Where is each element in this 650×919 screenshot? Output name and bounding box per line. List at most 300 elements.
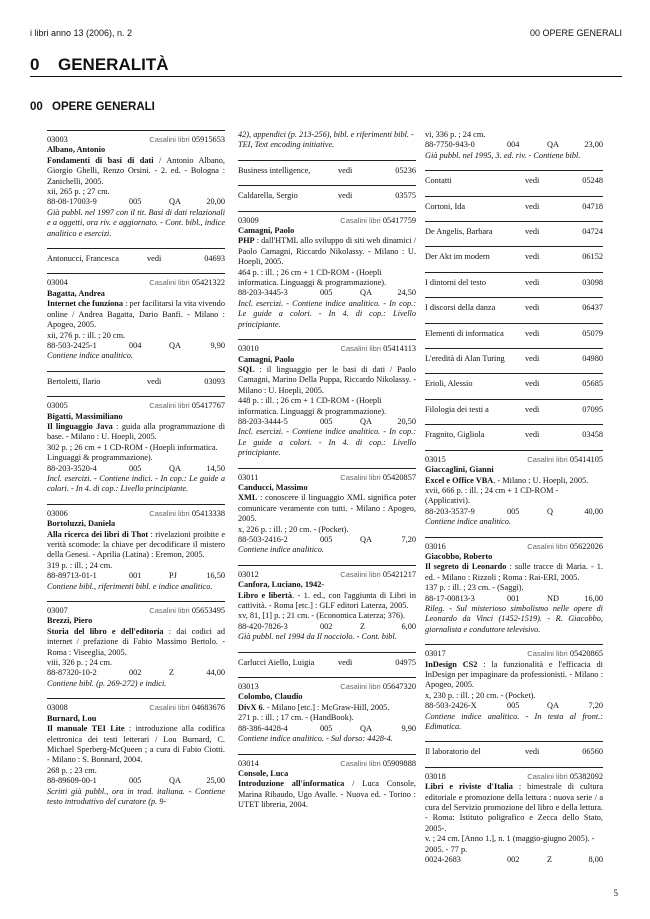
entry-title-rest: : guida alla programmazione di base. - Milano : U. Hoepli, 2005. [47,421,225,442]
entry-physical: 268 p. ; 23 cm. [47,765,97,775]
casalini-ref [149,278,225,288]
cross-reference [425,424,603,446]
entry-title-main: Il linguaggio Java [47,421,113,431]
section-rule [30,76,622,77]
dewey: 005 [320,535,333,544]
continued-text: vi, 336 p. ; 24 cm. [425,130,486,139]
bibliographic-entry [47,601,225,689]
column-2 [238,130,416,820]
casalini-label: Casalini libri [149,703,190,713]
entry-title [47,530,225,561]
entry-physical: xii, 265 p. ; 27 cm. [47,187,110,197]
casalini-number: 05421217 [382,569,416,579]
dewey: 002 [129,668,142,678]
casalini-number: 05622026 [569,541,603,551]
entry-note: Contiene indice analitico. [238,545,324,555]
entry-physical: x, 230 p. : ill. ; 20 cm. - (Pocket). [425,690,536,700]
entry-isbn-line [47,776,225,786]
price: 40,00 [584,506,603,516]
casalini-number: 05420857 [382,472,416,482]
dewey: 001 [129,571,142,581]
column-3 [425,130,603,875]
cross-reference [47,371,225,393]
isbn: 88-203-3444-5 [238,416,288,426]
entry-physical: 302 p. ; 26 cm + 1 CD-ROM - (Hoepli informatica. Linguaggi & programmazione). [47,442,218,463]
price: 8,00 [588,855,603,865]
casalini-number: 05421322 [191,278,225,288]
bibliographic-entry [47,396,225,495]
xref-code: 06437 [582,303,603,313]
class: QA [360,535,372,544]
entry-note: Contiene indice analitico. [47,351,133,361]
isbn: 88-420-7826-3 [238,621,288,631]
dewey: 005 [129,463,142,473]
subsection-heading [30,101,155,113]
entry-title-rest: : sulle tracce di Maria. - 1. ed. - Milano : Rizzoli ; Roma : Rai-ERI, 2005. [425,562,603,582]
dewey: 005 [129,776,142,786]
casalini-ref [149,606,225,616]
bibliographic-entry [47,273,225,361]
price: 20,50 [397,416,416,426]
class: QA [169,340,181,350]
class: Q [547,506,553,516]
entry-title [47,299,225,330]
section-title: GENERALITÀ [58,55,169,74]
xref-name: I dintorni del testo [425,277,487,287]
subsection-title: OPERE GENERALI [52,101,155,113]
entry-title-rest: . - 1. ed., con l'aggiunta di Libri in cattività. - Roma [etc.] : GLF editori Laterza, 2005. [238,590,416,611]
dewey: 004 [507,140,520,150]
class: Z [360,621,366,631]
entry-title-rest: : dall'HTML allo sviluppo di siti web dinamici / Paolo Camagni, Riccardo Nikolassy. - Milano : U. Hoepli, 2005. [238,236,416,267]
dewey: 005 [320,288,333,298]
entry-isbn-line [238,417,416,427]
bibliographic-entry [238,565,416,643]
cross-reference [425,246,603,268]
entry-title-rest: : rivelazioni proibite e verità scomode: la chiave per decodificare il mistero della Genesi. - Aprilia (Latina) : Eremon, 2005. [47,529,225,560]
casalini-label: Casalini libri [527,541,568,551]
entry-isbn-line [47,464,225,474]
entry-title [425,562,603,583]
isbn: 88-503-2416-2 [238,535,288,544]
entry-physical: 319 p. : ill. ; 24 cm. [47,560,113,570]
xref-code: 04693 [204,254,225,264]
casalini-ref [340,216,416,226]
entry-isbn-line [425,140,603,150]
entry-title-rest: : conoscere il linguaggio XML significa poter comunicare veramente con tutti. - Milano : Apogeo, 2005. [238,493,416,524]
entry-physical: xvii, 666 p. : ill. ; 24 cm + 1 CD-ROM - (Applicativi). [425,485,559,506]
entry-title-main: Excel e Office VBA [425,475,494,485]
price: 9,90 [401,723,416,733]
entry-title-rest: : dai codici ad internet / prefazione di Fabio Massimo Bertolo. - Roma : Viseeglia, 2005. [47,626,226,657]
xref-name: Der Akt im modern [425,252,490,262]
price: 9,90 [210,340,225,350]
entry-header [47,278,225,288]
isbn: 0024-2683 [425,855,461,865]
casalini-number: 05420865 [569,649,603,659]
class: QA [360,723,372,733]
cross-reference [425,323,603,345]
isbn: 88-203-3445-3 [238,288,288,298]
cross-reference [238,185,416,207]
page-number: 5 [613,888,618,898]
entry-code: 03017 [425,649,446,659]
bibliographic-entry [425,537,603,636]
class: QA [169,463,181,473]
casalini-label: Casalini libri [149,135,190,144]
casalini-number: 05647320 [382,682,416,692]
dewey: 004 [129,340,142,350]
xref-name: I discorsi della danza [425,303,496,313]
entry-title [238,703,416,713]
cross-reference [425,170,603,192]
entry-title-rest: : bimestrale di cultura editoriale e promozione della lettura : nuova serie / a cura del Servizio promozione del libro e della lettura. - Roma: Istituto poligrafico e Zecca dello Stato, 2005-. [425,782,604,833]
continued-text: Già pubbl. nel 1995, 3. ed. riv. - Contiene bibl. [425,150,581,160]
entry-isbn-line [425,855,603,865]
xref-code: 07095 [582,404,603,414]
casalini-ref [527,455,603,465]
price: 16,50 [206,571,225,581]
entry-title-main: Internet che funziona [47,299,124,309]
entry-title-rest: : il linguaggio per le basi di dati / Paolo Camagni, Marino Della Puppa, Riccardo Nikolassy. - Milano : U. Hoepli, 2005. [238,364,416,395]
casalini-number: 05414113 [383,344,416,354]
entry-header [238,759,416,769]
entry-title [238,591,416,612]
entry-title-main: Alla ricerca dei libri di Thot [47,529,149,539]
dewey: 005 [507,701,520,711]
xref-name: L'eredità di Alan Turing [425,354,505,364]
casalini-ref [340,570,416,580]
xref-name: Elementi di informatica [425,328,504,338]
price: 6,00 [401,621,416,631]
casalini-label: Casalini libri [527,649,568,659]
xref-code: 03093 [204,376,225,386]
bibliographic-entry [238,468,416,556]
section-number: 0 [30,55,40,74]
continued-text: 42), appendici (p. 213-256), bibl. e riferimenti bibl. - TEI, Text encoding initiative. [238,130,414,150]
xref-code: 04718 [582,201,603,211]
class: QA [169,197,181,207]
isbn: 88-503-2426-X [425,701,477,711]
entry-note: Contiene bibl., riferimenti bibl. e indice analitico. [47,581,213,591]
entry-note: Contiene indice analitico. - In testa al front.: Edimatica. [425,711,603,732]
entry-isbn-line [47,341,225,351]
xref-name: Antonucci, Francesca [47,254,119,264]
casalini-ref [527,772,603,782]
casalini-label: Casalini libri [340,215,381,225]
entry-isbn-line [47,197,225,207]
entry-note: Incl. esercizi. - Contiene indice analitico. - In cop.: Le guide a colori. - In 4. di cop.: Livello principiante. [238,427,416,458]
entry-author: Camagni, Paolo [238,226,295,236]
isbn: 88-203-3520-4 [47,463,97,473]
xref-code: 04980 [582,354,603,364]
xref-see: vedi [338,191,353,201]
entry-author: Giaccaglini, Gianni [425,465,494,475]
price: 7,20 [588,701,603,711]
entry-physical: v. ; 24 cm. [Anno 1.], n. 1 (maggio-giugno 2005). - 2005. - 77 p. [425,834,595,854]
entry-physical: x, 226 p. : ill. ; 20 cm. - (Pocket). [238,524,349,534]
xref-code: 03098 [582,277,603,287]
entry-title-rest: / Luca Console, Marina Ribaudo, Ugo Avalle. - Nuova ed. - Torino : UTET libreria, 2004. [238,779,416,810]
xref-code: 05236 [395,165,416,175]
class: PJ [169,571,177,581]
xref-see: vedi [338,165,353,175]
xref-name: Erioli, Alessio [425,379,473,389]
casalini-label: Casalini libri [340,472,381,482]
casalini-label: Casalini libri [527,454,568,464]
class: QA [547,140,559,150]
xref-name: Contatti [425,176,452,186]
entry-physical: 137 p. : ill. ; 23 cm. - (Saggi). [425,583,524,593]
xref-name: Filologia dei testi a [425,404,489,414]
casalini-number: 05653495 [191,606,225,616]
xref-code: 05248 [582,176,603,186]
casalini-ref [149,401,225,411]
entry-title-main: Fondamenti di basi di dati [47,155,154,165]
entry-author: Console, Luca [238,768,289,778]
isbn: 88-89713-01-1 [47,571,97,581]
class: Z [169,668,175,678]
casalini-number: 05909888 [382,758,416,768]
xref-code: 05685 [582,379,603,389]
entry-title-rest: : introduzione alla codifica elettronica dei testi letterari / Lou Burnard, C. Michael Sperberg-McQueen ; a cura di Fabio Ciotti. - Milano : S. Bonnard, 2004. [47,724,225,765]
entry-note: Rileg. - Sul misterioso simbolismo nelle opere di Leonardo da Vinci (1452-1519). - R. Giacobbo, giornalista e conduttore televisivo. [425,603,603,634]
entry-physical: viii, 326 p. ; 24 cm. [47,658,112,668]
entry-isbn-line [47,668,225,678]
xref-see: vedi [525,430,540,440]
casalini-label: Casalini libri [149,278,190,288]
entry-header [425,455,603,465]
entry-title-rest: / Antonio Albano, Giorgio Ghelli, Renzo Orsini. - 2. ed. - Bologna : Zanichelli, 2005. [47,155,225,186]
xref-see: vedi [525,252,540,262]
entry-note: Incl. esercizi. - Contiene indici. - In cop.: Le guide a colori. - In 4. di cop.: Livello principiante. [47,473,225,494]
xref-see: vedi [147,376,162,386]
entry-title-main: Introduzione all'informatica [238,779,345,789]
entry-title [425,476,603,486]
entry-title [47,156,225,187]
casalini-ref [340,759,416,769]
xref-name: Il laboratorio del [425,747,481,757]
entry-code: 03013 [238,682,259,692]
cross-reference [425,221,603,243]
entry-header [238,682,416,692]
xref-name: Fragnito, Gigliola [425,430,485,440]
xref-see: vedi [525,354,540,364]
casalini-ref [527,649,603,659]
entry-code: 03018 [425,771,446,781]
bibliographic-entry [238,677,416,744]
entry-title-main: Libro e libertà [238,590,293,600]
isbn: 88-87320-10-2 [47,668,97,678]
casalini-label: Casalini libri [340,682,381,692]
isbn: 88-89609-00-1 [47,776,97,786]
entry-header [425,542,603,552]
entry-title-main: Storia del libro e dell'editoria [47,626,164,636]
casalini-ref [149,135,225,145]
cross-reference [425,348,603,370]
entry-note: Scritti già pubbl., ora in trad. italiana. - Contiene testo introduttivo del curatore (p. 9- [47,786,225,806]
entry-title-main: Libri e riviste d'Italia [425,782,513,792]
entry-header [238,344,416,354]
xref-name: Carlucci Aiello, Luigia [238,657,315,667]
entry-isbn-line [238,622,416,632]
class: ND [547,593,559,603]
dewey: 002 [320,621,333,631]
entry-note: Già pubbl. nel 1994 da Il nocciolo. - Cont. bibl. [238,632,397,642]
xref-see: vedi [525,404,540,414]
entry-code: 03009 [238,215,259,225]
entry-code: 03004 [47,278,68,288]
xref-see: vedi [147,254,162,264]
entry-title-rest: . - Milano : U. Hoepli, 2005. [493,475,589,485]
entry-header [425,649,603,659]
entry-title [238,365,416,396]
column-1 [47,130,225,816]
entry-title-rest: . - Milano [etc.] : McGraw-Hill, 2005. [262,702,390,712]
entry-physical: 271 p. : ill. ; 17 cm. - (HandBook). [238,713,354,723]
cross-reference [47,248,225,270]
xref-see: vedi [525,303,540,313]
xref-name: Cortoni, Ida [425,201,466,211]
isbn: 88-503-2425-1 [47,340,97,350]
entry-code: 03015 [425,454,446,464]
cross-reference [238,160,416,182]
entry-isbn-line [425,594,603,604]
entry-author: Giacobbo, Roberto [425,551,493,561]
running-header-left: i libri anno 13 (2006), n. 2 [30,28,133,38]
entry-header [47,606,225,616]
xref-name: Caldarella, Sergio [238,191,298,201]
bibliographic-entry [425,767,603,866]
class: Z [547,855,553,865]
price: 16,00 [584,593,603,603]
entry-header [47,401,225,411]
xref-see: vedi [525,176,540,186]
class: QA [547,701,559,711]
entry-author: Brezzi, Piero [47,616,93,626]
entry-title-main: DivX 6 [238,702,263,712]
xref-see: vedi [525,277,540,287]
entry-isbn-line [238,288,416,298]
cross-reference [425,196,603,218]
casalini-label: Casalini libri [340,758,381,768]
casalini-ref [340,682,416,692]
cross-reference [238,652,416,674]
class: QA [169,776,181,786]
casalini-ref [149,703,225,713]
entry-title-main: Il manuale TEI Lite [47,724,125,734]
xref-see: vedi [525,379,540,389]
entry-author: Colombo, Claudio [238,692,303,702]
entry-author: Albano, Antonio [47,145,106,155]
entry-author: Bortoluzzi, Daniela [47,519,116,529]
xref-see: vedi [338,657,353,667]
entry-title-rest: : la funzionalità e l'efficacia di InDesign per impaginare da professionisti. - Milano : Apogeo, 2005. [425,659,603,690]
dewey: 005 [320,416,333,426]
xref-code: 04724 [582,227,603,237]
entry-header [425,772,603,782]
cross-reference [425,741,603,763]
price: 23,00 [584,140,603,150]
entry-author: Burnard, Lou [47,713,97,723]
isbn: 88-17-00813-3 [425,593,475,603]
entry-title-main: InDesign CS2 [425,659,478,669]
class: QA [360,288,372,298]
entry-isbn-line [47,571,225,581]
entry-title [238,779,416,810]
xref-see: vedi [525,328,540,338]
entry-author: Canducci, Massimo [238,482,308,492]
entry-isbn-line [425,507,603,517]
bibliographic-entry [425,450,603,528]
casalini-label: Casalini libri [527,771,568,781]
entry-note: Già pubbl. nel 1997 con il tit. Basi di dati relazionali e a oggetti, ora riv. e aggiornato. - Cont. bibl., indice analitico e esercizi. [47,207,225,238]
xref-see: vedi [525,201,540,211]
price: 7,20 [401,535,416,544]
entry-physical: 448 p. : ill. ; 26 cm + 1 CD-ROM - (Hoepli informatica. Linguaggi & programmazione). [238,396,387,416]
running-header-right: 00 OPERE GENERALI [529,28,622,38]
xref-name: Bertoletti, Ilario [47,376,101,386]
bibliographic-entry [238,211,416,330]
entry-title [425,660,603,691]
bibliographic-entry [47,698,225,807]
entry-isbn-line [238,724,416,734]
class: QA [360,416,372,426]
entry-title-rest: : per facilitarsi la vita vivendo online / Andrea Bagatta, Dario Banfi. - Milano : Apogeo, 2005. [47,299,225,330]
casalini-label: Casalini libri [340,569,381,579]
casalini-ref [527,542,603,552]
entry-title-main: SQL [238,364,255,374]
entry-title-main: PHP [238,236,255,246]
price: 14,50 [206,463,225,473]
xref-name: De Angelis, Barbara [425,227,493,237]
isbn: 88-203-3537-9 [425,506,475,516]
price: 44,00 [206,668,225,678]
entry-header [238,216,416,226]
xref-code: 04975 [395,657,416,667]
entry-author: Camagni, Paolo [238,354,295,364]
entry-code: 03007 [47,606,68,616]
entry-code: 03011 [238,472,259,482]
entry-header [47,703,225,713]
casalini-number: 05414105 [569,454,603,464]
entry-physical: 464 p. : ill. ; 26 cm + 1 CD-ROM - (Hoepli informatica. Linguaggi & programmazione). [238,267,387,288]
entry-author: Canfora, Luciano, 1942- [238,580,325,590]
cross-reference [425,399,603,421]
dewey: 005 [320,723,333,733]
entry-title [238,236,416,267]
xref-code: 06152 [582,252,603,262]
entry-note: Contiene indice analitico. [425,517,511,527]
dewey: 001 [507,593,520,603]
bibliographic-entry [238,754,416,811]
casalini-number: 05915653 [191,135,225,144]
entry-code: 03008 [47,703,68,713]
xref-name: Business intelligence, [238,165,311,175]
entry-code: 03010 [238,344,259,354]
bibliographic-entry [47,504,225,592]
casalini-ref [341,344,416,354]
section-heading [30,55,169,75]
casalini-label: Casalini libri [149,508,190,518]
casalini-ref [149,509,225,519]
price: 24,50 [397,288,416,298]
entry-code: 03016 [425,541,446,551]
isbn: 88-386-4428-4 [238,723,288,733]
bibliographic-entry [238,339,416,458]
xref-code: 06560 [582,747,603,757]
casalini-number: 05413338 [191,508,225,518]
